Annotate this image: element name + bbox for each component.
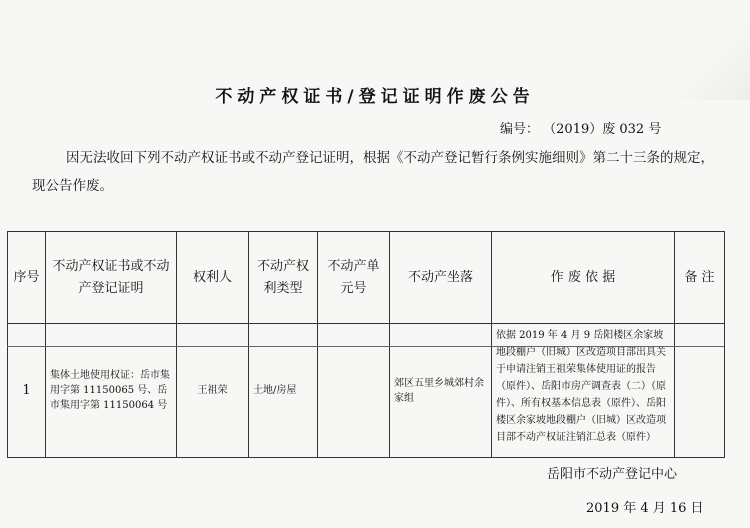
- document-number: [500, 118, 661, 137]
- table-row: [8, 324, 725, 458]
- issuing-organization: 岳阳市不动产登记中心: [547, 467, 678, 482]
- header-certificate: 不动产权证书或不动产登记证明: [46, 232, 177, 324]
- page-title: 不动产权证书/登记证明作废公告: [215, 87, 535, 107]
- header-index: 序号: [8, 232, 46, 324]
- header-right-type: 不动产权利类型: [249, 232, 318, 324]
- issue-date: 2019 年 4 月 16 日: [586, 501, 704, 516]
- row-index: 1: [8, 324, 46, 458]
- row-remark: [675, 324, 725, 458]
- notice-paragraph: [32, 144, 722, 200]
- header-unit-number: 不动产单元号: [318, 232, 390, 324]
- void-certificate-table: [7, 231, 725, 458]
- doc-number-label: 编号：: [500, 122, 540, 137]
- table-header-row: [8, 232, 725, 324]
- header-owner: 权利人: [177, 232, 249, 324]
- notice-paragraph-text: 因无法收回下列不动产权证书或不动产登记证明，根据《不动产登记暂行条例实施细则》第二十三条的规定，现公告作废。: [32, 150, 714, 194]
- header-remark: 备 注: [675, 232, 725, 324]
- doc-number-value: （2019）废 032 号: [543, 122, 662, 137]
- row-divider-line: [7, 346, 724, 347]
- row-location: 郊区五里乡城郊村余家组: [390, 324, 492, 458]
- row-basis: 依据 2019 年 4 月 9 岳阳楼区余家坡地段棚户（旧城）区改造项目部出具关于申请注销王祖荣集体使用证的报告（原件）、岳阳市房产调查表（二）（原件）、所有权基本信息表（原件）、岳阳楼区余家坡地段棚户（旧城）区改造项目部不动产权证注销汇总表（原件）: [492, 324, 675, 458]
- row-right-type: 土地/房屋: [249, 324, 318, 458]
- row-certificate: 集体土地使用权证：岳市集用字第 11150065 号、岳市集用字第 11150064 号: [46, 324, 177, 458]
- row-owner: 王祖荣: [177, 324, 249, 458]
- header-location: 不动产坐落: [390, 232, 492, 324]
- header-basis: 作 废 依 据: [492, 232, 675, 324]
- row-unit-number: [318, 324, 390, 458]
